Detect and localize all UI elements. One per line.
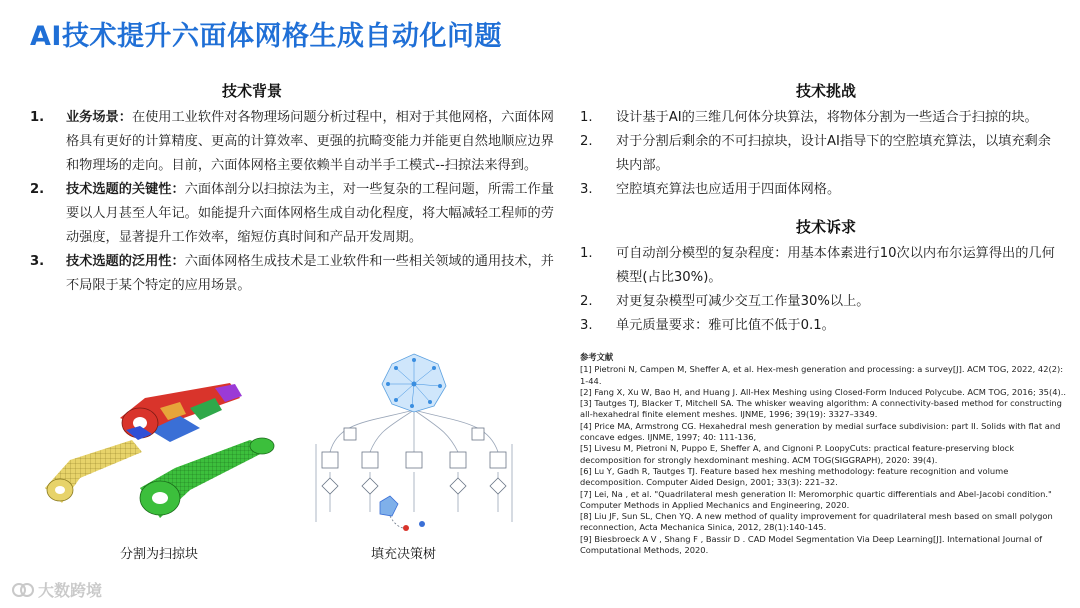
background-item [30,250,558,298]
item-number: 2. [580,294,593,309]
item-label: 技术选题的泛用性： [66,254,185,269]
item-number: 1. [30,110,45,125]
background-item [30,106,558,178]
challenge-heading: 技术挑战 [796,82,857,100]
item-number: 1. [580,110,593,125]
demand-item [580,314,1060,338]
challenge-list [580,106,1060,202]
challenge-item [580,178,1060,202]
brand-logo-text: 大数跨境 [38,581,103,600]
fig2-caption: 填充决策树 [371,547,437,562]
item-label: 技术选题的关键性： [66,182,185,197]
references-heading: 参考文献 [580,352,614,362]
background-list [30,106,558,298]
reference-item: [5] Livesu M, Pietroni N, Puppo E, Sheffer A, and Cignoni P. LoopyCuts: practical feature-preserving block decomposition for strongly hexdominant meshing. ACM TOG(SIGGRAPH), 2020: 39(4). [580,443,1015,465]
colored-block-model [120,383,242,442]
brand-logo-icon [12,580,34,600]
item-number: 1. [580,246,593,261]
green-mesh-model [140,438,274,518]
item-label: 业务场景： [66,110,132,125]
item-text: 六面体网格生成技术是工业软件和一些相关领域的通用技术，并不局限于某个特定的应用场景。 [66,254,554,293]
item-number: 3. [30,254,45,269]
item-number: 3. [580,182,593,197]
demand-list [580,242,1060,338]
fig1-caption: 分割为扫掠块 [120,547,199,562]
item-number: 2. [30,182,45,197]
root-node-cluster [382,354,446,412]
challenge-item [580,130,1060,178]
item-number: 2. [580,134,593,149]
leaf-node [380,496,425,531]
mesh-models-figure [40,378,280,533]
item-text: 对于分割后剩余的不可扫掠块，设计AI指导下的空腔填充算法，以填充剩余块内部。 [616,134,1051,173]
yellow-mesh-model [45,440,142,503]
item-text: 可自动剖分模型的复杂程度：用基本体素进行10次以内布尔运算得出的几何模型(占比30%)。 [616,246,1055,285]
reference-item: [1] Pietroni N, Campen M, Sheffer A, et al. Hex-mesh generation and processing: a survey[J]. ACM TOG, 2022, 42(2): 1-44. [580,364,1064,386]
challenge-item [580,106,1060,130]
item-text: 单元质量要求：雅可比值不低于0.1。 [616,318,835,333]
item-text: 在使用工业软件对各物理场问题分析过程中，相对于其他网格，六面体网格具有更好的计算精度、更高的计算效率、更强的抗畸变能力并能更自然地顺应边界和物理场的走向。目前，六面体网格主要依赖半自动半手工模式--扫掠法来得到。 [66,110,554,173]
reference-item: [8] Liu JF, Sun SL, Chen YQ. A new method of quality improvement for quadrilateral mesh based on small polygon reconnection, Acta Mechanica Sinica, 2012, 28(1):140-145. [580,511,1053,533]
item-text: 空腔填充算法也应适用于四面体网格。 [616,182,841,197]
page-title: AI技术提升六面体网格生成自动化问题 [30,21,502,52]
demand-heading: 技术诉求 [796,218,857,236]
item-number: 3. [580,318,593,333]
reference-item: [3] Tautges TJ, Blacker T, Mitchell SA. The whisker weaving algorithm: A connectivity-based method for constructing all-hexahedral finite element meshes. IJNME, 1996; 39(19): 3327–3349. [580,398,1062,420]
item-text: 对更复杂模型可减少交互工作量30%以上。 [616,294,870,309]
reference-item: [9] Biesbroeck A V , Shang F , Bassir D . CAD Model Segmentation Via Deep Learning[J]. International Journal of Computational Methods, 2020. [580,533,1043,556]
reference-item: [2] Fang X, Xu W, Bao H, and Huang J. All-Hex Meshing using Closed-Form Induced Polycube. ACM TOG, 2016; 35(4).. [580,386,1066,397]
item-text: 设计基于AI的三维几何体分块算法，将物体分割为一些适合于扫掠的块。 [616,110,1038,125]
background-item [30,178,558,250]
reference-item: [6] Lu Y, Gadh R, Tautges TJ. Feature based hex meshing methodology: feature recognition and volume decomposition. Computer Aided Design, 2001; 33(3): 221–32. [580,465,1009,488]
background-heading: 技术背景 [222,82,283,100]
references [580,352,1070,556]
reference-item: [7] Lei, Na , et al. "Quadrilateral mesh generation II: Meromorphic quartic differentials and Abel-Jacobi condition." Computer Methods in Applied Mechanics and Engineering, 2020. [580,488,1052,510]
item-text: 六面体剖分以扫掠法为主，对一些复杂的工程问题，所需工作量要以人月甚至人年记。如能提升六面体网格生成自动化程度，将大幅减轻工程师的劳动强度，显著提升工作效率，缩短仿真时间和产品开发周期。 [66,182,554,245]
reference-item: [4] Price MA, Armstrong CG. Hexahedral mesh generation by medial surface subdivision: part II. Solids with flat and concave edges. IJNME, 1997; 40: 111-136, [580,420,1061,443]
brand-logo [12,578,102,601]
decision-tree-figure [308,352,520,537]
demand-item [580,290,1060,314]
demand-item [580,242,1060,290]
